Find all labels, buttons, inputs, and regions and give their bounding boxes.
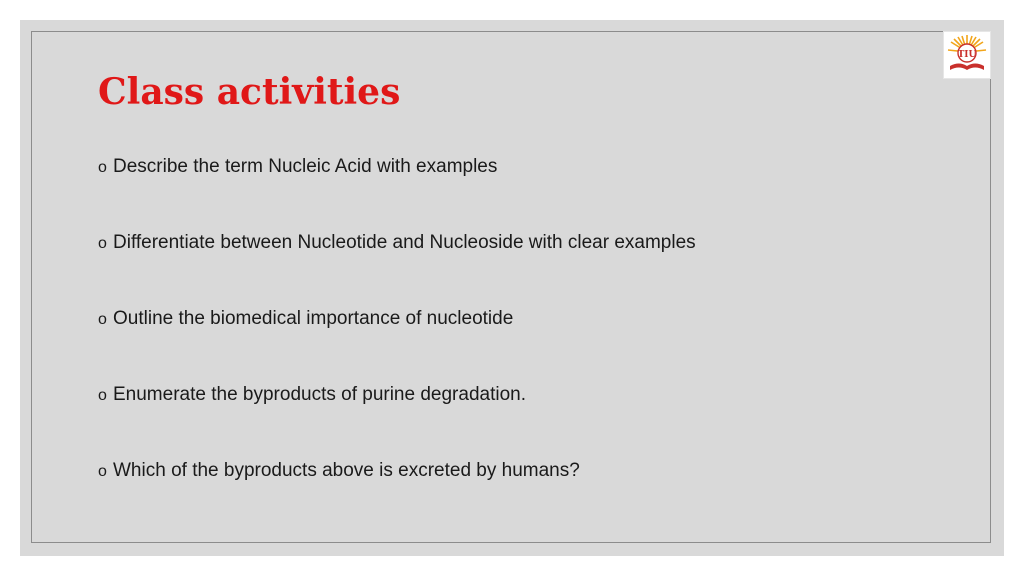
- bullet-text: Which of the byproducts above is excreted by humans?: [113, 460, 580, 481]
- bullet-marker: o: [98, 387, 107, 404]
- bullet-item: [98, 232, 696, 308]
- bullet-text: Differentiate between Nucleotide and Nucleoside with clear examples: [113, 232, 696, 253]
- logo-book: [950, 64, 984, 71]
- slide-title: Class activities: [98, 71, 401, 113]
- bullet-list: [98, 156, 696, 536]
- bullet-item: [98, 384, 696, 460]
- bullet-marker: o: [98, 235, 107, 252]
- bullet-marker: o: [98, 463, 107, 480]
- bullet-marker: o: [98, 159, 107, 176]
- slide: [20, 20, 1004, 556]
- bullet-marker: o: [98, 311, 107, 328]
- bullet-item: [98, 308, 696, 384]
- bullet-text: Outline the biomedical importance of nucleotide: [113, 308, 514, 329]
- bullet-item: [98, 460, 696, 536]
- logo-text: TIU: [957, 50, 977, 60]
- university-logo-icon: [943, 31, 991, 79]
- bullet-item: [98, 156, 696, 232]
- logo-graphic: [944, 32, 990, 78]
- bullet-text: Describe the term Nucleic Acid with examples: [113, 156, 498, 177]
- bullet-text: Enumerate the byproducts of purine degradation.: [113, 384, 526, 405]
